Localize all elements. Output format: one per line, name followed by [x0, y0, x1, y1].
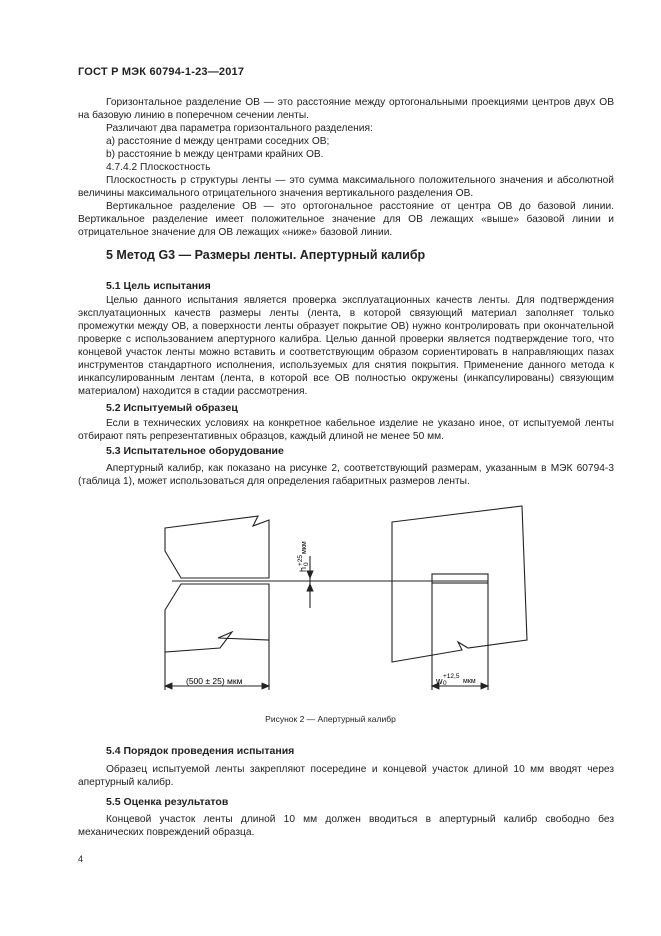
section-5-title: 5 Метод G3 — Размеры ленты. Апертурный калибр [106, 248, 426, 262]
paragraph-flatness: Плоскостность p структуры ленты — это сумма максимального положительного значения и абсолютной величины максимального отрицательного значения вертикального разделения ОВ. [78, 175, 614, 199]
paragraph-vertical-separation: Вертикальное разделение ОВ — это ортогональное расстояние от центра ОВ до базовой линии. Вертикальное разделение имеет положительное значение для ОВ лежащих «выше» базовой линии и отрицательное значение для ОВ лежащих «ниже» базовой линии. [78, 201, 614, 238]
figure-caption: Рисунок 2 — Апертурный калибр [265, 714, 396, 724]
subsection-5-1-title: 5.1 Цель испытания [106, 280, 211, 292]
document-code-header: ГОСТ Р МЭК 60794-1-23—2017 [78, 66, 245, 78]
paragraph-two-parameters: Различают два параметра горизонтального разделения: [106, 123, 373, 134]
subsection-5-5-title: 5.5 Оценка результатов [106, 796, 229, 808]
subsection-5-1-text: Целью данного испытания является проверка эксплуатационных качеств ленты. Для подтверждения эксплуатационных качеств размеры ленты (лента, в которой связующий материал заполняет только промежутки между ОВ, а поверхности ленты образует покрытие ОВ) нужно контролировать при окончательной проверке с использованием апертурного калибра. Целью данной проверки является подтверждение того, что концевой участок ленты можно вставить и соответствующим образом сориентировать в направляющих пазах инструментов стандартного исполнения, используемых для снятия покрытия. Применение данного метода к инкапсулированным лентам (лента, в которой все ОВ полностью окружены (инкапсулированы) связующим материалом) находится в стадии рассмотрения. [78, 295, 614, 397]
w-dim-unit: мкм [463, 678, 476, 685]
h-dim-upper-tolerance: +25 [297, 554, 304, 566]
w-dim-label: w [436, 676, 443, 686]
w-arrow-right [481, 683, 488, 689]
length-arrow-right [262, 683, 269, 689]
page-number: 4 [78, 854, 84, 864]
subsection-5-2-text: Если в технических условиях на конкретное кабельное изделие не указано иное, от испытуемой ленты отбирают пять репрезентативных образцов, каждый длиной не менее 50 мм. [78, 418, 614, 442]
list-item-b: b) расстояние b между центрами крайних ОВ. [106, 149, 324, 160]
subsection-5-3-title: 5.3 Испытательное оборудование [106, 445, 284, 457]
list-item-a: a) расстояние d между центрами соседних ОВ; [106, 136, 330, 147]
length-arrow-left [165, 683, 172, 689]
tape-end-segment [432, 574, 488, 583]
gauge-left-lower-jaw [165, 584, 269, 652]
w-dim-lower-tolerance: 0 [443, 680, 447, 687]
subsection-5-4-title: 5.4 Порядок проведения испытания [106, 745, 295, 757]
clause-flatness-heading: 4.7.4.2 Плоскостность [106, 162, 211, 173]
h-arrow-bottom [307, 584, 313, 591]
subsection-5-3-text: Апертурный калибр, как показано на рисунке 2, соответствующий размерам, указанным в МЭК 60794-3 (таблица 1), может использоваться для определения габаритных размеров ленты. [78, 463, 614, 487]
subsection-5-2-title: 5.2 Испытуемый образец [106, 402, 238, 414]
h-dim-unit: мкм [301, 541, 308, 554]
gauge-right-block [392, 506, 527, 662]
gauge-left-upper-jaw [165, 516, 269, 578]
subsection-5-4-text: Образец испытуемой ленты закрепляют посередине и концевой участок длиной 10 мм вводят через апертурный калибр. [78, 764, 614, 788]
length-dimension-label: (500 ± 25) мкм [186, 676, 243, 686]
w-dim-upper-tolerance: +12,5 [443, 673, 460, 680]
h-dim-lower-tolerance: 0 [303, 562, 310, 566]
paragraph-horizontal-separation: Горизонтальное разделение ОВ — это расстояние между ортогональными проекциями центров двух ОВ на базовую линию в поперечном сечении ленты. [78, 97, 614, 121]
subsection-5-5-text: Концевой участок ленты длиной 10 мм должен вводиться в апертурный калибр свободно без механических повреждений образца. [78, 814, 614, 838]
h-dim-label: h [298, 566, 308, 572]
